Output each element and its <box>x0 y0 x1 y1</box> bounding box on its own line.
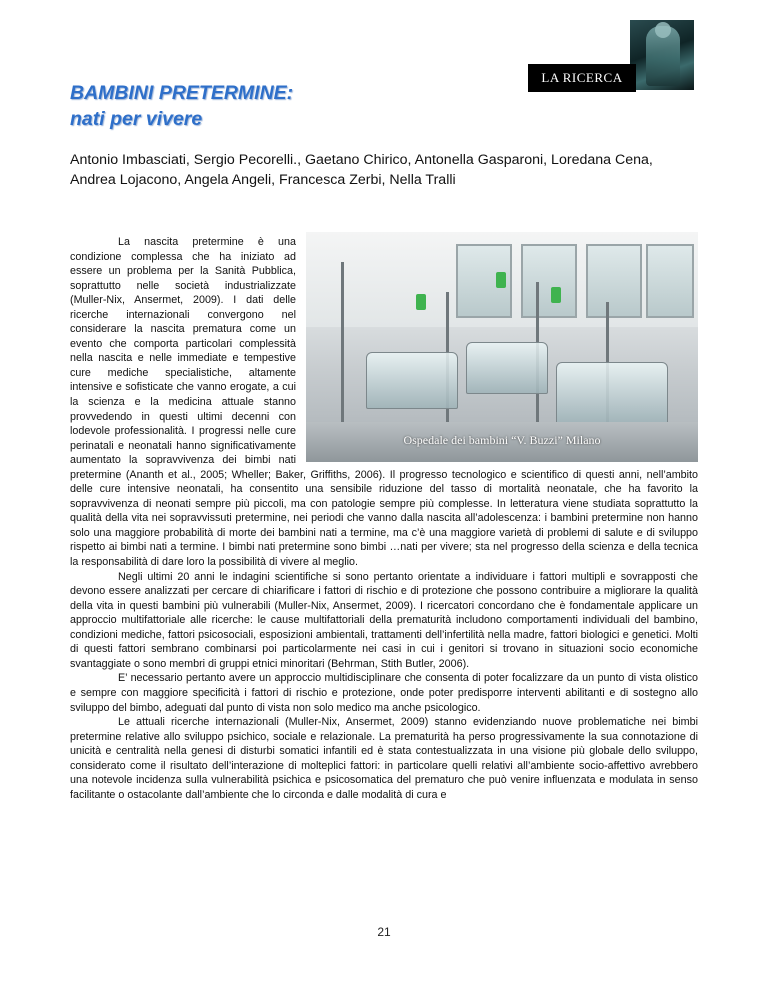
photo-window <box>586 244 642 318</box>
photo-green-bottle <box>496 272 506 288</box>
paragraph: Le attuali ricerche internazionali (Muller-Nix, Ansermet, 2009) stanno evidenziando nuove problematiche nei bimbi pretermine relative allo sviluppo psichico, sociale e relazionale. La prematurità ha perso progressivamente la sua connotazione di unicità e centralità nella genesi di disturbi somatici infantili ed è stata contestualizzata in una visione più globale dello sviluppo, considerato come il risultato dell’interazione di molteplici fattori: in particolare quelli relativi all’ambiente socio-affettivo avrebbero una notevole incidenza sulla vulnerabilità psichica e psicosomatica del prematuro che può venire influenzata e modulata in senso facilitante o ostacolante dall’ambiente che lo circonda e dalle modalità di cura e <box>70 716 698 801</box>
paragraph: E’ necessario pertanto avere un approccio multidisciplinare che consenta di poter focalizzare da un punto di vista olistico e sempre con maggiore specificità i fattori di rischio e protezione, onde poter predisporre interventi abilitanti e di sostegno allo sviluppo del bimbo, adeguati dal punto di vista non solo medico ma anche psicologico. <box>70 672 698 714</box>
paragraph: La nascita pretermine è una condizione complessa che ha iniziato ad essere un problema per la Sanità Pubblica, soprattutto nelle società industrializzate (Muller-Nix, Ansermet, 2009). I dati delle ricerche internazionali convergono nel considerare la nascita prematura come un evento che comporta particolari complessità nella nascita e nelle immediate e tempestive cure mediche specialistiche, altamente intensive e sofisticate che vanno erogate, a cui la scienza e la medicina attuale stanno provvedendo in questi ultimi decenni con lodevole professionalità. I progressi nelle cure perinatali e neonatali hanno significativamente aumentato la sopravvivenza dei bimbi nati pretermine (Ananth et al., 2005; Wheller; Baker, Griffiths, 2006). Il progresso tecnologico e scientifico di questi anni, nell’ambito delle cure intensive neonatali, ha consentito una sensibile riduzione del tasso di mortalità neonatale, che ha favorito la sopravvivenza di neonati sempre più piccoli, ma con patologie sempre più complesse. In letteratura viene studiata soprattutto la qualità della vita nei sopravvissuti pretermine, nei periodi che vanno dalla nascita all’adolescenza: i bambini pretermine non hanno solo una maggiore probabilità di morte dei bambini nati a termine, ma c’è una maggiore varietà di problemi di salute e di sviluppo rispetto ai bimbi nati a termine. I bimbi nati pretermine sono bimbi …nati per vivere; sta nel progresso della scienza e della tecnica la responsabilità di dare loro la possibilità di vivere al meglio. <box>70 236 698 569</box>
article-title-line2: nati per vivere <box>70 108 203 130</box>
author-list: Antonio Imbasciati, Sergio Pecorelli., Gaetano Chirico, Antonella Gasparoni, Loredana Cena, Andrea Lojacono, Angela Angeli, Francesca Zerbi, Nella Tralli <box>70 152 653 188</box>
section-badge: LA RICERCA <box>528 64 636 92</box>
photo-green-bottle <box>551 287 561 303</box>
photo-incubator <box>366 352 458 409</box>
article-title <box>70 80 293 132</box>
article-body <box>70 235 698 802</box>
paragraph: Negli ultimi 20 anni le indagini scientifiche si sono pertanto orientate a individuare i fattori multipli e sovrapposti che devono essere analizzati per cercare di chiarificare i fattori di rischio e di protezione che possono contribuire a migliorare la qualità della vita in questi bambini più vulnerabili (Muller-Nix, Ansermet, 2009). I ricercatori concordano che è fondamentale applicare un approccio multifattoriale alle ricerche: le cause multifattoriali della prematurità includono comportamenti individuali del bambino, condizioni mediche, fattori psicosociali, esposizioni ambientali, trattamenti dell’infertilità nella madre, fattori biologici e genetici. Molti di questi fattori sembrano combinarsi poi particolarmente nei casi in cui i genitori si trovano in situazioni socio economiche svantaggiate o sono membri di gruppi etnici minoritari (Behrman, Stith Butler, 2006). <box>70 570 698 670</box>
figure-head <box>655 22 671 38</box>
photo-window <box>521 244 577 318</box>
nicu-photo <box>306 232 698 462</box>
photo-incubator <box>556 362 668 424</box>
page-number: 21 <box>377 925 391 939</box>
article-title-line1: BAMBINI PRETERMINE: <box>70 82 294 104</box>
photo-window <box>646 244 694 318</box>
section-decorative-image <box>630 20 694 90</box>
photo-caption: Ospedale dei bambini “V. Buzzi” Milano <box>403 433 601 448</box>
photo-incubator <box>466 342 548 394</box>
photo-green-bottle <box>416 294 426 310</box>
